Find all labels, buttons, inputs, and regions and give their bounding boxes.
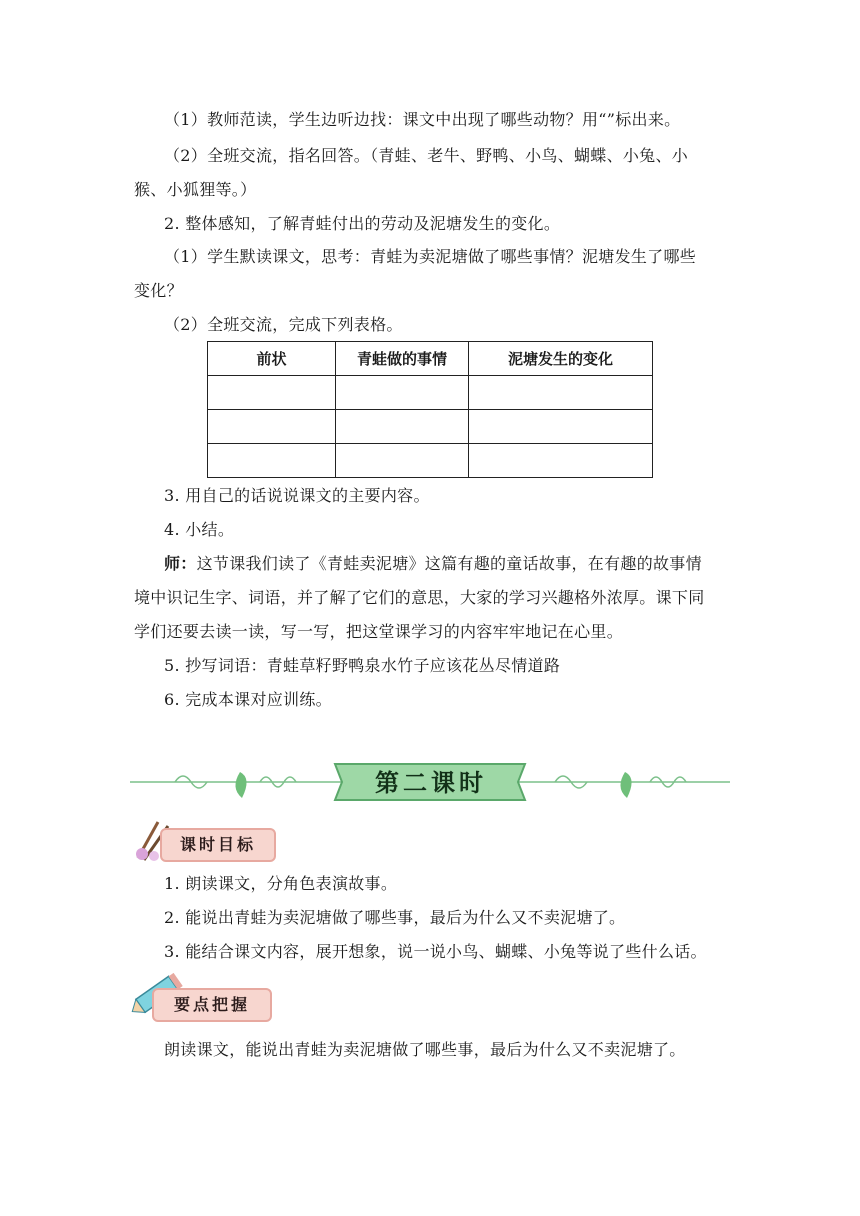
step-text: （1）教师范读，学生边听边找：课文中出现了哪些动物？用“”标出来。 [164,110,681,129]
leaf-icon [620,772,631,798]
step-heading: 6. 完成本课对应训练。 [164,690,332,709]
step-text: （1）学生默读课文，思考：青蛙为卖泥塘做了哪些事情？泥塘发生了哪些 [164,247,697,266]
step-text: （2）全班交流，指名回答。（青蛙、老牛、野鸭、小鸟、蝴蝶、小兔、小 [164,146,689,165]
table-cell [469,376,653,410]
section-title: 第二课时 [375,769,487,797]
teacher-paragraph [164,553,702,575]
table-cell [208,444,336,478]
table-header-cell: 青蛙做的事情 [336,342,469,376]
step-text: 猴、小狐狸等。） [134,180,257,199]
table-header-row [208,342,653,376]
step-heading: 2. 整体感知，了解青蛙付出的劳动及泥塘发生的变化。 [164,214,561,233]
step-text: 变化？ [134,281,183,300]
key-points-text: 朗读课文，能说出青蛙为卖泥塘做了哪些事，最后为什么又不卖泥塘了。 [164,1040,686,1059]
goal-item: 1. 朗读课文，分角色表演故事。 [164,874,398,893]
step-text: 学们还要去读一读，写一写，把这堂课学习的内容牢牢地记在心里。 [134,622,624,641]
teacher-label: 师： [164,554,197,573]
step-heading: 5. 抄写词语：青蛙草籽野鸭泉水竹子应该花丛尽情道路 [164,656,561,675]
table-cell [336,410,469,444]
leaf-icon [235,772,246,798]
goals-tag: 课时目标 [160,828,276,862]
changes-table [207,341,653,478]
table-cell [469,410,653,444]
table-cell [208,410,336,444]
table-cell [336,376,469,410]
goal-item: 2. 能说出青蛙为卖泥塘做了哪些事，最后为什么又不卖泥塘了。 [164,908,626,927]
table-cell [208,376,336,410]
table-row [208,376,653,410]
table-cell [469,444,653,478]
teacher-text: 这节课我们读了《青蛙卖泥塘》这篇有趣的童话故事，在有趣的故事情 [196,554,702,573]
table-cell [336,444,469,478]
table-row [208,410,653,444]
table-header-cell: 前状 [208,342,336,376]
key-points-tag: 要点把握 [152,988,272,1022]
step-text: （2）全班交流，完成下列表格。 [164,315,403,334]
step-heading: 4. 小结。 [164,520,235,539]
goal-item: 3. 能结合课文内容，展开想象，说一说小鸟、蝴蝶、小兔等说了些什么话。 [164,942,707,961]
table-row [208,444,653,478]
step-text: 境中识记生字、词语，并了解了它们的意思，大家的学习兴趣格外浓厚。课下同 [134,588,705,607]
table-header-cell: 泥塘发生的变化 [469,342,653,376]
step-heading: 3. 用自己的话说说课文的主要内容。 [164,486,430,505]
